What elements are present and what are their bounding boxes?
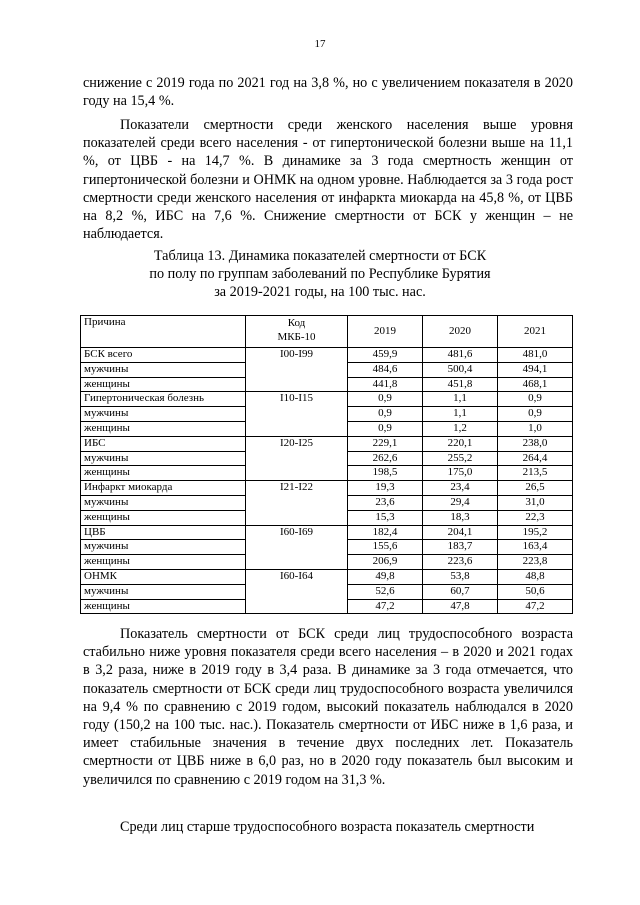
cell-value-2019: 0,9: [348, 407, 423, 422]
caption-line-2: по полу по группам заболеваний по Республике Бурятия: [149, 266, 491, 282]
table-row: [81, 481, 573, 496]
cell-value-2021: 494,1: [498, 362, 573, 377]
cell-cause: женщины: [81, 421, 246, 436]
cell-value-2019: 198,5: [348, 466, 423, 481]
cell-cause: женщины: [81, 466, 246, 481]
cell-value-2021: 50,6: [498, 584, 573, 599]
paragraph-2: Показатели смертности среди женского населения выше уровня показателей среди всего населения - от гипертонической болезни выше на 11,1 %, от ЦВБ - на 14,7 %. В динамике за 3 года смертность женщин от гипертонической болезни и ОНМК на одном уровне. Наблюдается за 3 года рост смертности среди женского населения от инфаркта миокарда на 45,8 %, от ЦВБ на 8,2 %, ИБС на 7,6 %. Снижение смертности от БСК у женщин – не наблюдается.: [83, 117, 573, 243]
cell-cause: мужчины: [81, 584, 246, 599]
cell-cause: мужчины: [81, 540, 246, 555]
cell-value-2020: 1,2: [423, 421, 498, 436]
table-row: [81, 436, 573, 451]
cell-value-2020: 18,3: [423, 510, 498, 525]
cell-value-2021: 1,0: [498, 421, 573, 436]
cell-value-2020: 183,7: [423, 540, 498, 555]
header-2021: 2021: [498, 316, 573, 348]
cell-value-2020: 23,4: [423, 481, 498, 496]
header-cause: Причина: [81, 316, 246, 348]
cell-value-2020: 29,4: [423, 495, 498, 510]
cell-value-2021: 264,4: [498, 451, 573, 466]
cell-value-2020: 500,4: [423, 362, 498, 377]
cell-value-2020: 451,8: [423, 377, 498, 392]
cell-cause: женщины: [81, 555, 246, 570]
table-header-row: [81, 316, 573, 348]
cell-value-2021: 26,5: [498, 481, 573, 496]
cell-value-2021: 481,0: [498, 348, 573, 363]
header-code-line-2: МКБ-10: [277, 331, 316, 343]
cell-code: I21-I22: [246, 481, 348, 525]
paragraph-4: Среди лиц старше трудоспособного возраста показатель смертности: [120, 819, 535, 835]
table-row: [81, 525, 573, 540]
cell-value-2019: 19,3: [348, 481, 423, 496]
paragraph-3: Показатель смертности от БСК среди лиц трудоспособного возраста стабильно ниже уровня показателя среди всего населения – в 2020 и 2021 годах в 3,2 раза, ниже в 2019 году в 3,4 раза. В динамике за 3 года отмечается, что показатель смертности от БСК среди лиц трудоспособного возраста увеличился на 9,4 % по сравнению с 2019 годом, высокий показатель наблюдался в 2020 году (150,2 на 100 тыс. нас.). Показатель смертности от ИБС ниже в 1,6 раза, и имеет стабильные значения в течение двух последних лет. Показатель смертности от ЦВБ ниже в 6,0 раз, но в 2020 году показатель был высоким и увеличился по сравнению с 2019 годом на 31,3 %.: [83, 626, 573, 788]
table-caption: [0, 247, 640, 301]
cell-value-2020: 1,1: [423, 407, 498, 422]
cell-value-2019: 47,2: [348, 599, 423, 614]
cell-value-2021: 223,8: [498, 555, 573, 570]
cell-value-2020: 60,7: [423, 584, 498, 599]
cell-value-2020: 1,1: [423, 392, 498, 407]
cell-code: I00-I99: [246, 348, 348, 392]
page-number: 17: [314, 38, 326, 50]
cell-code: I10-I15: [246, 392, 348, 436]
cell-value-2020: 53,8: [423, 569, 498, 584]
cell-cause: БСК всего: [81, 348, 246, 363]
cell-value-2021: 0,9: [498, 407, 573, 422]
cell-code: I60-I64: [246, 569, 348, 613]
cell-value-2021: 47,2: [498, 599, 573, 614]
header-2020: 2020: [423, 316, 498, 348]
cell-cause: мужчины: [81, 362, 246, 377]
cell-value-2021: 238,0: [498, 436, 573, 451]
cell-value-2019: 459,9: [348, 348, 423, 363]
cell-cause: ОНМК: [81, 569, 246, 584]
cell-cause: Гипертоническая болезнь: [81, 392, 246, 407]
cell-cause: женщины: [81, 510, 246, 525]
cell-value-2020: 175,0: [423, 466, 498, 481]
cell-value-2019: 262,6: [348, 451, 423, 466]
cell-cause: мужчины: [81, 495, 246, 510]
caption-line-3: за 2019-2021 годы, на 100 тыс. нас.: [214, 284, 426, 300]
cell-value-2019: 15,3: [348, 510, 423, 525]
cell-value-2019: 182,4: [348, 525, 423, 540]
cell-value-2021: 163,4: [498, 540, 573, 555]
cell-value-2020: 204,1: [423, 525, 498, 540]
cell-value-2019: 23,6: [348, 495, 423, 510]
cell-value-2021: 48,8: [498, 569, 573, 584]
cell-value-2021: 31,0: [498, 495, 573, 510]
cell-cause: женщины: [81, 377, 246, 392]
cell-value-2020: 223,6: [423, 555, 498, 570]
caption-line-1: Таблица 13. Динамика показателей смертности от БСК: [153, 248, 487, 264]
cell-cause: ИБС: [81, 436, 246, 451]
cell-cause: ЦВБ: [81, 525, 246, 540]
cell-value-2020: 255,2: [423, 451, 498, 466]
mortality-table: [80, 315, 573, 614]
cell-cause: женщины: [81, 599, 246, 614]
cell-value-2020: 47,8: [423, 599, 498, 614]
cell-value-2019: 52,6: [348, 584, 423, 599]
cell-value-2021: 195,2: [498, 525, 573, 540]
cell-value-2021: 468,1: [498, 377, 573, 392]
header-code: [246, 316, 348, 348]
cell-value-2019: 229,1: [348, 436, 423, 451]
cell-code: I60-I69: [246, 525, 348, 569]
cell-cause: мужчины: [81, 451, 246, 466]
cell-cause: мужчины: [81, 407, 246, 422]
cell-cause: Инфаркт миокарда: [81, 481, 246, 496]
cell-value-2021: 213,5: [498, 466, 573, 481]
cell-value-2020: 481,6: [423, 348, 498, 363]
cell-value-2021: 22,3: [498, 510, 573, 525]
cell-value-2021: 0,9: [498, 392, 573, 407]
cell-value-2020: 220,1: [423, 436, 498, 451]
table-body: [81, 348, 573, 614]
cell-value-2019: 206,9: [348, 555, 423, 570]
cell-value-2019: 484,6: [348, 362, 423, 377]
paragraph-1: снижение с 2019 года по 2021 год на 3,8 %, но с увеличением показателя в 2020 году на 15,4 %.: [83, 75, 573, 110]
cell-code: I20-I25: [246, 436, 348, 480]
cell-value-2019: 0,9: [348, 421, 423, 436]
table-row: [81, 348, 573, 363]
table-row: [81, 392, 573, 407]
header-2019: 2019: [348, 316, 423, 348]
table-row: [81, 569, 573, 584]
cell-value-2019: 0,9: [348, 392, 423, 407]
cell-value-2019: 441,8: [348, 377, 423, 392]
cell-value-2019: 155,6: [348, 540, 423, 555]
header-code-line-1: Код: [287, 317, 306, 329]
cell-value-2019: 49,8: [348, 569, 423, 584]
